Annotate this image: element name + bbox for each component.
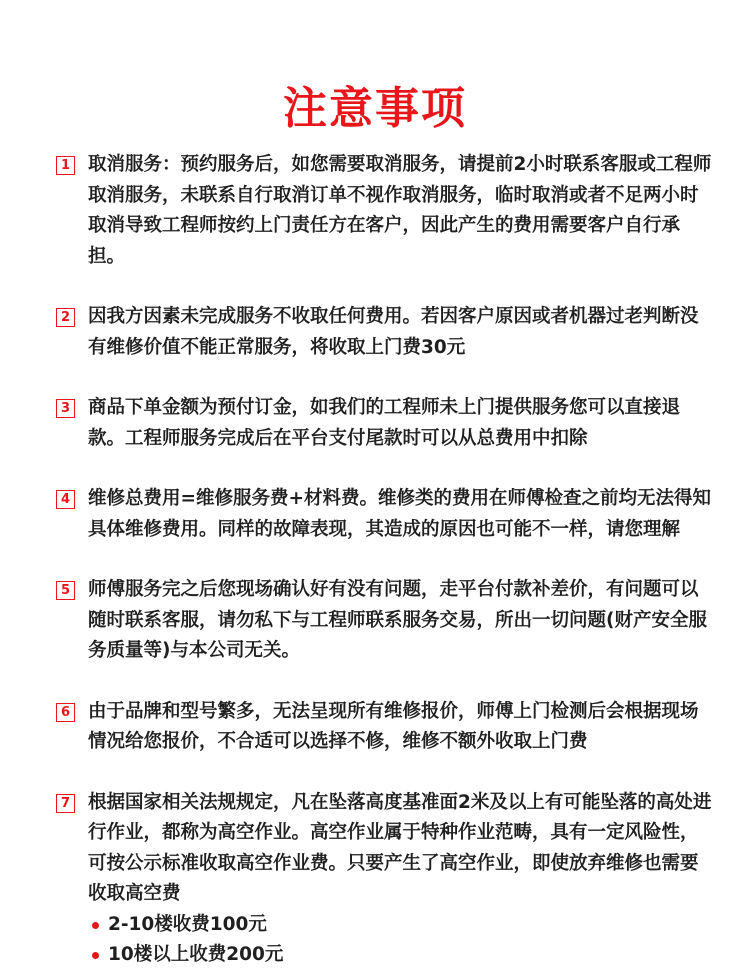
- notice-item-2: [52, 302, 712, 363]
- item-number-badge: 4: [56, 490, 75, 509]
- notice-item-3: [52, 393, 712, 454]
- notice-text: 维修总费用=维修服务费+材料费。维修类的费用在师傅检查之前均无法得知具体维修费用。同样的故障表现，其造成的原因也可能不一样，请您理解: [88, 488, 712, 540]
- item-number-badge: 2: [56, 308, 75, 327]
- notice-text: 取消服务：预约服务后，如您需要取消服务，请提前2小时联系客服或工程师取消服务，未联系自行取消订单不视作取消服务，临时取消或者不足两小时取消导致工程师按约上门责任方在客户，因此产生的费用需要客户自行承担。: [88, 154, 712, 267]
- fee-text: 2-10楼收费100元: [108, 913, 267, 935]
- notice-text: 师傅服务完之后您现场确认好有没有问题，走平台付款补差价，有问题可以随时联系客服，请勿私下与工程师联系服务交易，所出一切问题(财产安全服务质量等)与本公司无关。: [88, 579, 707, 661]
- item-number-badge: 5: [56, 581, 75, 600]
- bullet-dot-icon: [92, 952, 99, 959]
- notice-item-5: [52, 575, 712, 667]
- item-number-badge: 1: [56, 156, 75, 175]
- notice-text: 因我方因素未完成服务不收取任何费用。若因客户原因或者机器过老判断没有维修价值不能正常服务，将收取上门费30元: [88, 306, 699, 358]
- notice-item-1: [52, 150, 712, 272]
- fee-line: [90, 940, 712, 971]
- notice-list: [52, 150, 712, 971]
- notice-item-4: [52, 484, 712, 545]
- notice-text: 商品下单金额为预付订金，如我们的工程师未上门提供服务您可以直接退款。工程师服务完成后在平台支付尾款时可以从总费用中扣除: [88, 397, 681, 449]
- page-title: 注意事项: [283, 83, 467, 134]
- item-number-badge: 6: [56, 703, 75, 722]
- item-number-badge: 3: [56, 399, 75, 418]
- notice-item-7: [52, 788, 712, 971]
- fee-text: 10楼以上收费200元: [108, 944, 284, 965]
- fee-line: [90, 910, 712, 941]
- bullet-dot-icon: [92, 922, 99, 929]
- notice-item-6: [52, 697, 712, 758]
- notice-text: 由于品牌和型号繁多，无法呈现所有维修报价，师傅上门检测后会根据现场情况给您报价，不合适可以选择不修，维修不额外收取上门费: [88, 700, 699, 752]
- item-number-badge: 7: [56, 794, 75, 813]
- notice-text: 根据国家相关法规规定，凡在坠落高度基准面2米及以上有可能坠落的高处进行作业，都称为高空作业。高空作业属于特种作业范畴，具有一定风险性，可按公示标准收取高空作业费。只要产生了高空作业，即使放弃维修也需要收取高空费: [88, 791, 712, 904]
